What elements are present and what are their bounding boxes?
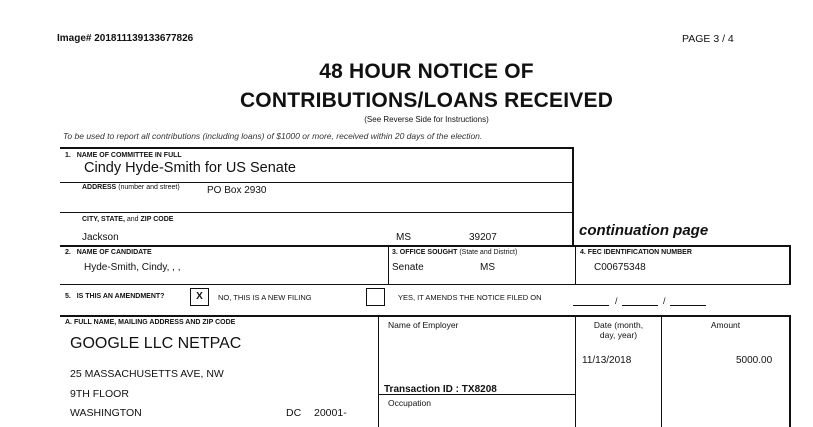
office-sought-label: 3. OFFICE SOUGHT (State and District) bbox=[392, 249, 518, 256]
instructions-note: (See Reverse Side for Instructions) bbox=[364, 115, 489, 124]
candidate-name: Hyde-Smith, Cindy, , , bbox=[84, 262, 181, 273]
rule bbox=[60, 284, 791, 285]
rule bbox=[661, 316, 662, 427]
contributor-zip: 20001- bbox=[314, 407, 347, 419]
committee-state: MS bbox=[396, 232, 411, 243]
contributor-state: DC bbox=[286, 407, 302, 419]
date-column-label: Date (month, bbox=[593, 320, 644, 330]
date-column-label-2: day, year) bbox=[599, 330, 638, 340]
rule bbox=[388, 246, 389, 284]
committee-address: PO Box 2930 bbox=[207, 185, 267, 196]
contributor-column-label: A. FULL NAME, MAILING ADDRESS AND ZIP CODE bbox=[65, 319, 236, 326]
employer-column-label: Name of Employer bbox=[388, 320, 459, 330]
contributor-name: GOOGLE LLC NETPAC bbox=[70, 335, 242, 352]
rule bbox=[60, 315, 791, 317]
committee-name: Cindy Hyde-Smith for US Senate bbox=[84, 160, 296, 176]
yes-amends-label: YES, IT AMENDS THE NOTICE FILED ON bbox=[398, 293, 542, 302]
contribution-date: 11/13/2018 bbox=[582, 355, 632, 366]
contributor-address-line1: 25 MASSACHUSETTS AVE, NW bbox=[70, 368, 224, 380]
no-new-filing-label: NO, THIS IS A NEW FILING bbox=[218, 293, 312, 302]
fec-id: C00675348 bbox=[594, 262, 646, 273]
office-sought: Senate bbox=[392, 262, 424, 273]
amount-column-label: Amount bbox=[710, 320, 741, 330]
committee-zip: 39207 bbox=[469, 232, 497, 243]
form-title-line2: CONTRIBUTIONS/LOANS RECEIVED bbox=[239, 89, 614, 112]
rule bbox=[60, 212, 573, 213]
rule bbox=[60, 182, 573, 183]
image-id: Image# 201811139133677826 bbox=[57, 33, 194, 44]
rule bbox=[60, 147, 574, 149]
rule bbox=[60, 245, 791, 247]
office-state: MS bbox=[480, 262, 495, 273]
rule bbox=[572, 147, 574, 246]
rule bbox=[789, 245, 791, 285]
committee-label: 1. NAME OF COMMITTEE IN FULL bbox=[65, 152, 182, 159]
city-state-zip-label: CITY, STATE, and ZIP CODE bbox=[82, 216, 174, 223]
date-separator: / bbox=[615, 296, 618, 306]
usage-note: To be used to report all contributions (including loans) of $1000 or more, received within 20 days of the election. bbox=[63, 131, 483, 141]
amend-date-year-field[interactable] bbox=[670, 305, 706, 306]
rule bbox=[789, 315, 791, 427]
amend-date-day-field[interactable] bbox=[622, 305, 658, 306]
amendment-no-checkbox[interactable]: X bbox=[190, 288, 209, 306]
contribution-amount: 5000.00 bbox=[736, 355, 773, 366]
fec-id-label: 4. FEC IDENTIFICATION NUMBER bbox=[580, 249, 692, 256]
page-number: PAGE 3 / 4 bbox=[682, 33, 734, 45]
amend-date-month-field[interactable] bbox=[573, 305, 609, 306]
candidate-label: 2. NAME OF CANDIDATE bbox=[65, 249, 152, 256]
committee-city: Jackson bbox=[82, 232, 119, 243]
transaction-id: Transaction ID : TX8208 bbox=[384, 384, 497, 395]
amendment-yes-checkbox[interactable] bbox=[366, 288, 385, 306]
rule bbox=[575, 246, 576, 284]
continuation-page-label: continuation page bbox=[579, 222, 709, 239]
occupation-label: Occupation bbox=[388, 398, 431, 408]
date-separator: / bbox=[663, 296, 666, 306]
form-title-line1: 48 HOUR NOTICE OF bbox=[319, 60, 534, 83]
contributor-address-line2: 9TH FLOOR bbox=[70, 388, 129, 400]
amendment-label: 5. IS THIS AN AMENDMENT? bbox=[65, 293, 165, 300]
address-label: ADDRESS (number and street) bbox=[82, 184, 180, 191]
rule bbox=[378, 316, 379, 427]
contributor-city: WASHINGTON bbox=[70, 407, 142, 419]
